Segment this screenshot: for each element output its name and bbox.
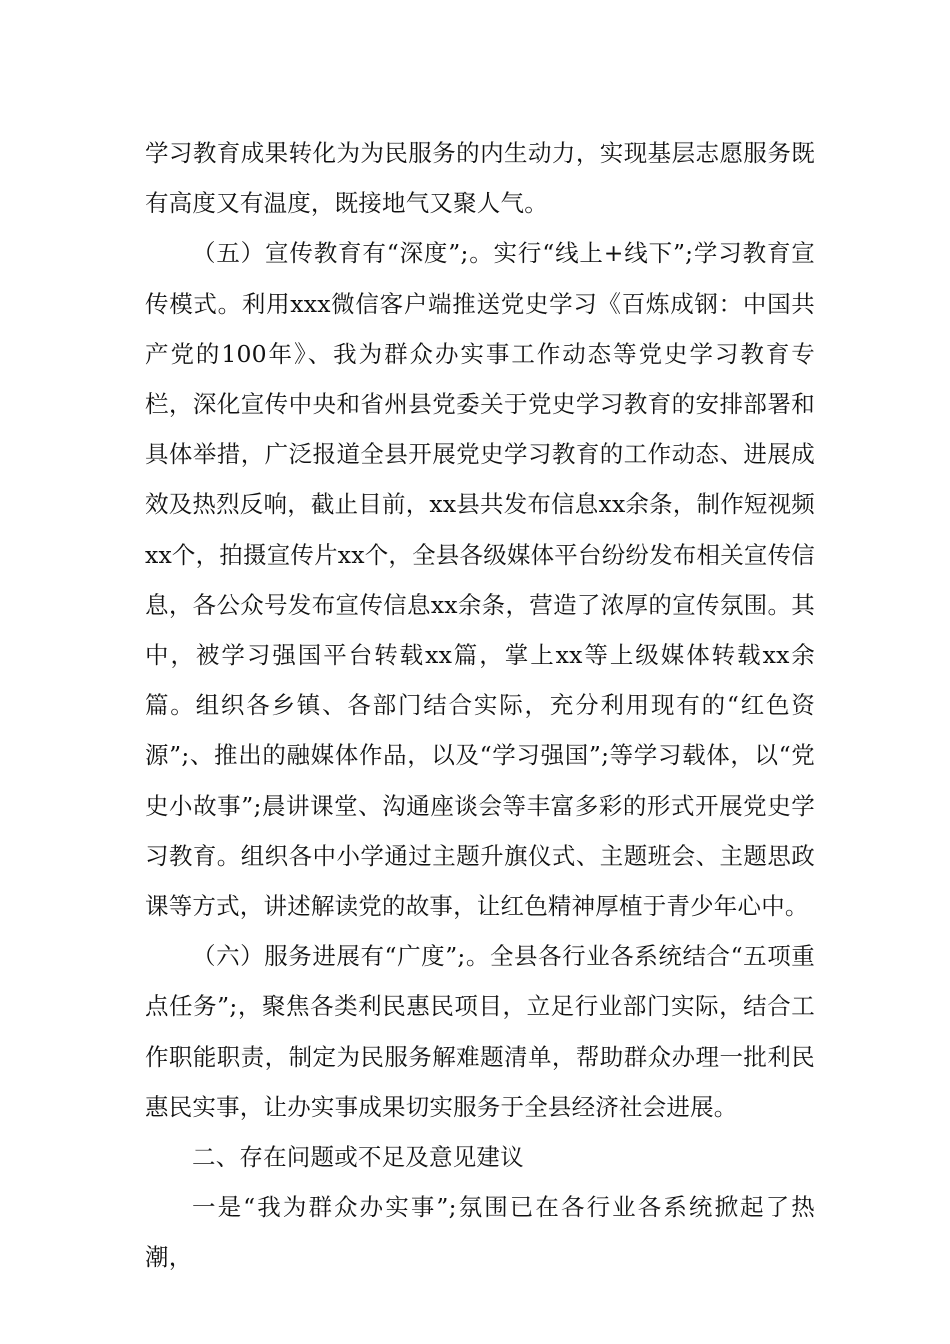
paragraph-continuation: 学习教育成果转化为为民服务的内生动力，实现基层志愿服务既有高度又有温度，既接地气又聚人气。	[145, 139, 815, 218]
paragraph-section-5-publicity: （五）宣传教育有“深度”;。实行“线上+线下”;学习教育宣传模式。利用xxx微信客户端推送党史学习《百炼成钢：中国共产党的100年》、我为群众办实事工作动态等党史学习教育专栏，深化宣传中央和省州县党委关于党史学习教育的安排部署和具体举措，广泛报道全县开展党史学习教育的工作动态、进展成效及热烈反响，截止目前，xx县共发布信息xx余条，制作短视频xx个，拍摄宣传片xx个，全县各级媒体平台纷纷发布相关宣传信息，各公众号发布宣传信息xx余条，营造了浓厚的宣传氛围。其中，被学习强国平台转载xx篇，掌上xx等上级媒体转载xx余篇。组织各乡镇、各部门结合实际，充分利用现有的“红色资源”;、推出的融媒体作品，以及“学习强国”;等学习载体，以“党史小故事”;晨讲课堂、沟通座谈会等丰富多彩的形式开展党史学习教育。组织各中小学通过主题升旗仪式、主题班会、主题思政课等方式，讲述解读党的故事，让红色精神厚植于青少年心中。	[145, 239, 816, 921]
document-body	[145, 128, 815, 1283]
paragraph-point-1: 一是“我为群众办实事”;氛围已在各行业各系统掀起了热潮，	[145, 1193, 815, 1272]
section-heading-problems: 二、存在问题或不足及意见建议	[192, 1143, 524, 1172]
paragraph-section-6-service: （六）服务进展有“广度”;。全县各行业各系统结合“五项重点任务”;，聚焦各类利民惠民项目，立足行业部门实际，结合工作职能职责，制定为民服务解难题清单，帮助群众办理一批利民惠民实事，让办实事成果切实服务于全县经济社会进展。	[145, 942, 815, 1121]
